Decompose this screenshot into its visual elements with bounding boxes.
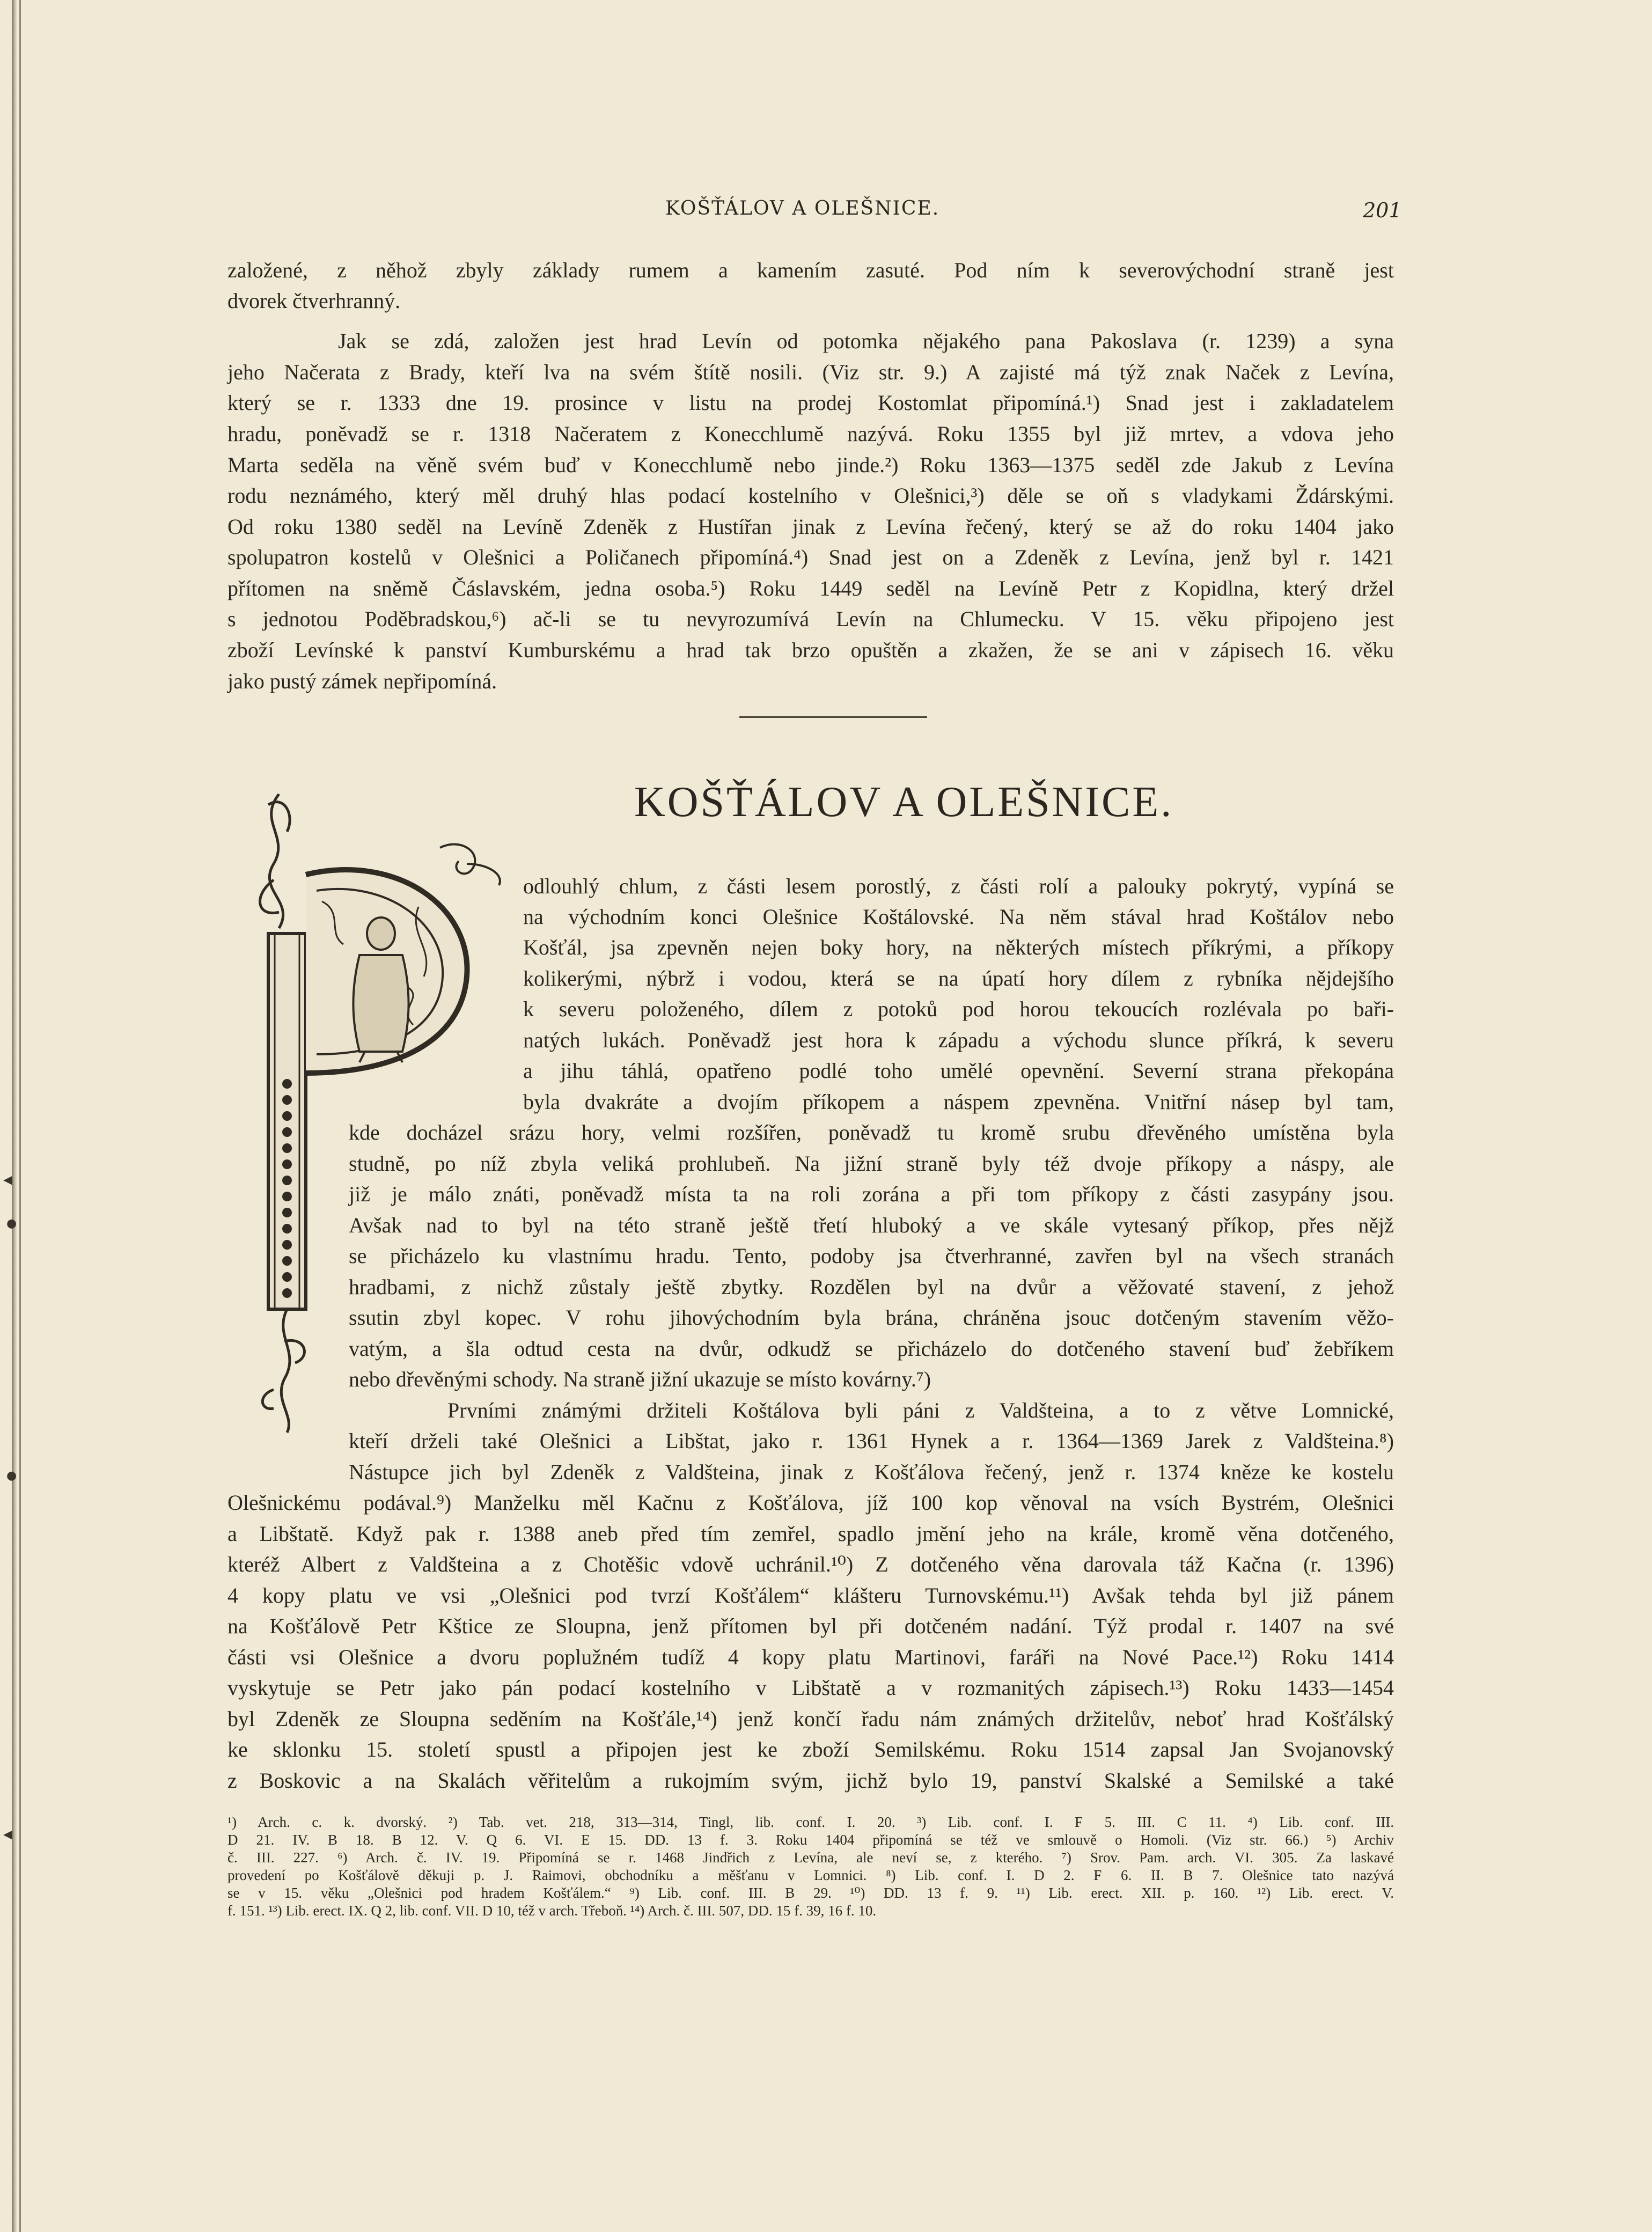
- text-line: spolupatron kostelů v Olešnici a Poličanech připomíná.⁴) Snad jest on a Zdeněk z Levína, jenž byl r. 1421: [227, 545, 1394, 569]
- text-line: vyskytuje se Petr jako pán podací kostelního v Libštatě a v rozmanitých zápisech.¹³) Roku 1433—1454: [227, 1676, 1394, 1700]
- section-title: KOŠŤÁLOV A OLEŠNICE.: [634, 779, 1174, 826]
- footnote-line: č. III. 227. ⁶) Arch. č. IV. 19. Připomíná se r. 1468 Jindřich z Levína, ale neví se, z kterého. ⁷) Srov. Pam. arch. VI. 305. Za laskavé: [227, 1849, 1394, 1866]
- text-line: z Boskovic a na Skalách věřitelům a rukojmím svým, jichž bylo 19, panství Skalské a Semilské a také: [227, 1768, 1394, 1793]
- footnote-line: provedení po Košťálově děkuji p. J. Raimovi, obchodníku a měšťanu v Lomnici. ⁸) Lib. conf. I. D 2. F 6. II. B 7. Olešnice tato nazývá: [227, 1867, 1394, 1883]
- text-line: Prvními známými držiteli Koštálova byli páni z Valdšteina, a to z větve Lomnické,: [447, 1398, 1394, 1422]
- text-line: vatým, a šla odtud cesta na dvůr, odkudž se přicházelo do dotčeného stavení buď žebříkem: [349, 1337, 1394, 1361]
- text-line: a Libštatě. Když pak r. 1388 aneb před tím zemřel, spadlo jmění jeho na krále, kromě věna dotčeného,: [227, 1522, 1394, 1546]
- text-line: Avšak nad to byl na této straně ještě třetí hluboký a ve skále vytesaný příkop, přes nějž: [349, 1213, 1394, 1237]
- text-line: hradu, poněvadž se r. 1318 Načeratem z Konecchlumě nazývá. Roku 1355 byl již mrtev, a vdova jeho: [227, 422, 1394, 446]
- text-line: kde docházel srázu hory, velmi rozšířen, poněvadž tu kromě srubu dřevěného umístěna byla: [349, 1120, 1394, 1144]
- text-line: založené, z něhož zbyly základy rumem a kamením zasuté. Pod ním k severovýchodní straně jest: [227, 258, 1394, 282]
- text-line: dvorek čtverhranný.: [227, 289, 401, 313]
- running-head: [0, 197, 1652, 230]
- text-line: na východním konci Olešnice Koštálovské. Na něm stával hrad Koštálov nebo: [523, 905, 1394, 929]
- text-line: Košťál, jsa zpevněn nejen boky hory, na některých místech příkrými, a příkopy: [523, 935, 1394, 959]
- margin-dot-icon: ●: [6, 1217, 17, 1230]
- text-line: části vsi Olešnice a dvoru poplužném tudíž 4 kopy platu Martinovi, faráři na Nové Pace.¹²) Roku 1414: [227, 1645, 1394, 1669]
- text-line: byla dvakráte a dvojím příkopem a náspem zpevněna. Vnitřní násep byl tam,: [523, 1090, 1394, 1114]
- footnote-line: D 21. IV. B 18. B 12. V. Q 6. VI. E 15. DD. 13 f. 3. Roku 1404 připomíná se též ve smlouvě o Homoli. (Viz str. 66.) ⁵) Archiv: [227, 1832, 1394, 1848]
- section-divider: [739, 716, 927, 718]
- text-line: natých lukách. Poněvadž jest hora k západu a východu slunce příkrá, k severu: [523, 1028, 1394, 1052]
- footnote-line: ¹) Arch. c. k. dvorský. ²) Tab. vet. 218, 313—314, Tingl, lib. conf. I. 20. ³) Lib. conf. I. F 5. III. C 11. ⁴) Lib. conf. III.: [227, 1814, 1394, 1830]
- text-line: se přicházelo ku vlastnímu hradu. Tento, podoby jsa čtverhranné, zavřen byl na všech stranách: [349, 1244, 1394, 1268]
- text-line: již je málo znáti, poněvadž místa ta na roli zorána a při tom příkopy z části zasypány jsou.: [349, 1182, 1394, 1206]
- text-line: 4 kopy platu ve vsi „Olešnici pod tvrzí Košťálem“ klášteru Turnovskému.¹¹) Avšak tehda byl již pánem: [227, 1583, 1394, 1607]
- text-line: hradbami, z nichž zůstaly ještě zbytky. Rozdělen byl na dvůr a věžovaté stavení, z jehož: [349, 1275, 1394, 1299]
- text-line: kteří drželi také Olešnici a Libštat, jako r. 1361 Hynek a r. 1364—1369 Jarek z Valdšteina.⁸): [349, 1429, 1394, 1453]
- text-line: odlouhlý chlum, z části lesem porostlý, z části rolí a palouky pokrytý, vypíná se: [523, 874, 1394, 898]
- margin-arrow-icon: ◂: [3, 1823, 13, 1845]
- text-line: jako pustý zámek nepřipomíná.: [227, 669, 497, 693]
- text-line: k severu položeného, dílem z potoků pod horou tekoucích rozlévala po baři-: [523, 997, 1394, 1021]
- binding-margin-line: [19, 0, 21, 2232]
- text-line: s jednotou Poděbradskou,⁶) ač-li se tu nevyrozumívá Levín na Chlumecku. V 15. věku připojeno jest: [227, 607, 1394, 631]
- text-line: který se r. 1333 dne 19. prosince v listu na prodej Kostomlat připomíná.¹) Snad jest i zakladatelem: [227, 391, 1394, 415]
- text-line: Jak se zdá, založen jest hrad Levín od potomka nějakého pana Pakoslava (r. 1239) a syna: [338, 329, 1394, 353]
- running-title: KOŠŤÁLOV A OLEŠNICE.: [665, 197, 940, 219]
- margin-arrow-icon: ◂: [3, 1169, 13, 1190]
- page-number: 201: [1363, 199, 1402, 222]
- text-line: jeho Načerata z Brady, kteří lva na svém štítě nosili. (Viz str. 9.) A zajisté má týž znak Naček z Levína,: [227, 360, 1394, 384]
- footnote-line: f. 151. ¹³) Lib. erect. IX. Q 2, lib. conf. VII. D 10, též v arch. Třeboň. ¹⁴) Arch. č. III. 507, DD. 15 f. 39, 16 f. 10.: [227, 1903, 877, 1919]
- text-line: Olešnickému podával.⁹) Manželku měl Kačnu z Košťálova, jíž 100 kop věnoval na vsích Bystrém, Olešnici: [227, 1491, 1394, 1515]
- text-line: na Košťálově Petr Kštice ze Sloupna, jenž přítomen byl při dotčeném nadání. Týž prodal r. 1407 na své: [227, 1614, 1394, 1638]
- text-line: ssutin zbyl kopec. V rohu jihovýchodním byla brána, chráněna jsouc dotčeným stavením věžo-: [349, 1305, 1394, 1330]
- text-line: Marta seděla na věně svém buď v Konecchlumě nebo jinde.²) Roku 1363—1375 seděl zde Jakub z Levína: [227, 453, 1394, 477]
- text-line: zboží Levínské k panství Kumburskému a hrad tak brzo opuštěn a zkažen, že se ani v zápisech 16. věku: [227, 638, 1394, 662]
- page-edge: [12, 0, 17, 2232]
- margin-dot-icon: ●: [6, 1469, 17, 1482]
- text-line: ke sklonku 15. století spustl a připojen jest ke zboží Semilskému. Roku 1514 zapsal Jan Svojanovský: [227, 1737, 1394, 1761]
- text-line: a jihu táhlá, opatřeno podlé toho umělé opevnění. Severní strana překopána: [523, 1059, 1394, 1083]
- text-line: kteréž Albert z Valdšteina a z Chotěšic vdově uchránil.¹⁰) Z dotčeného věna darovala táž Kačna (r. 1396): [227, 1552, 1394, 1576]
- text-line: byl Zdeněk ze Sloupna seděním na Košťále,¹⁴) jenž končí řadu nám známých držitelův, neboť hrad Košťálský: [227, 1707, 1394, 1731]
- text-line: nebo dřevěnými schody. Na straně jižní ukazuje se místo kovárny.⁷): [349, 1367, 931, 1391]
- footnote-line: se v 15. věku „Olešnici pod hradem Košťálem.“ ⁹) Lib. conf. III. B 29. ¹⁰) DD. 13 f. 9. ¹¹) Lib. erect. XII. p. 160. ¹²) Lib. erect. V.: [227, 1885, 1394, 1901]
- text-line: kolikerými, nýbrž i vodou, která se na úpatí hory dílem z rybníka nějdejšího: [523, 966, 1394, 990]
- text-line: rodu neznámého, který měl druhý hlas podací kostelního v Olešnici,³) děle se oň s vladykami Ždárskými.: [227, 483, 1394, 508]
- text-line: přítomen na sněmě Čáslavském, jedna osoba.⁵) Roku 1449 seděl na Levíně Petr z Kopidlna, který držel: [227, 576, 1394, 600]
- text-line: Od roku 1380 seděl na Levíně Zdeněk z Hustířan jinak z Levína řečený, který se až do roku 1404 jako: [227, 515, 1394, 539]
- text-line: studně, po níž zbyla veliká prohlubeň. Na jižní straně byly též dvoje příkopy a náspy, ale: [349, 1151, 1394, 1176]
- text-line: Nástupce jich byl Zdeněk z Valdšteina, jinak z Košťálova řečený, jenž r. 1374 kněze ke kostelu: [349, 1460, 1394, 1484]
